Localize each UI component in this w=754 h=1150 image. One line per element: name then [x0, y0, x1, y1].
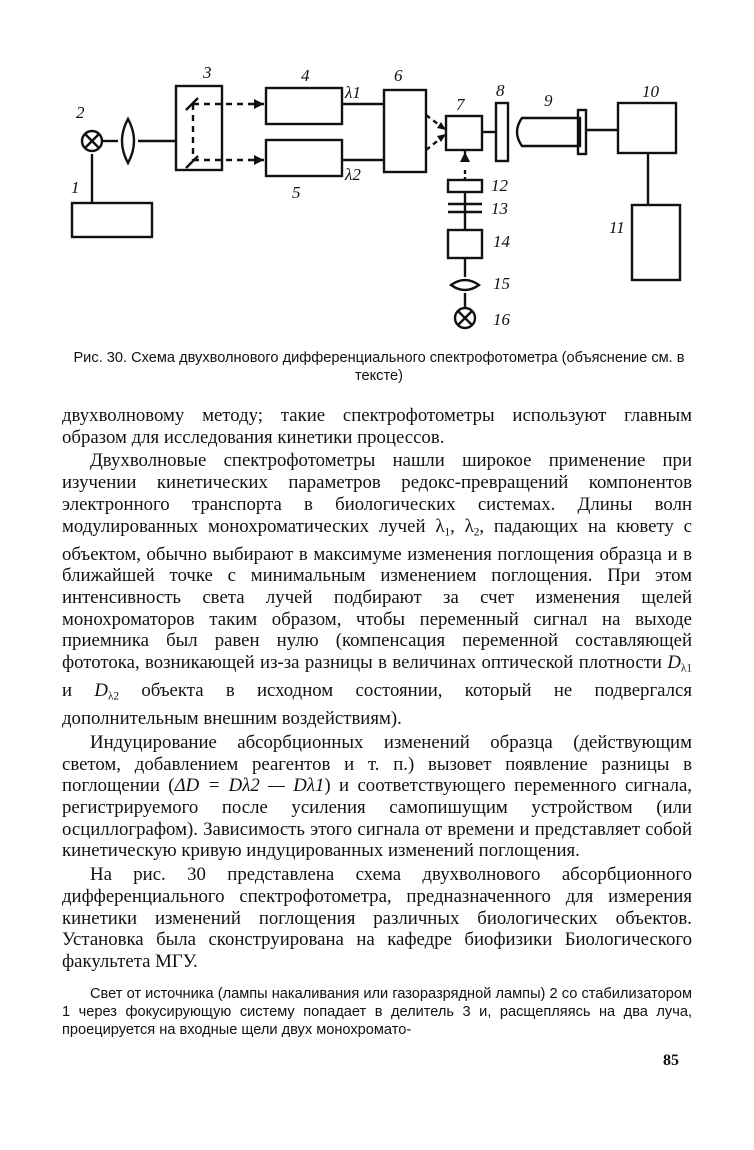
label-13: 13 [491, 199, 508, 218]
block-10-amplifier [618, 103, 676, 153]
label-3: 3 [203, 63, 212, 82]
block-1-stabilizer [72, 203, 152, 237]
lens-15 [451, 280, 479, 290]
label-12: 12 [491, 176, 508, 195]
spectrophotometer-diagram [0, 0, 754, 350]
paragraph-1: двухволновому методу; такие спектрофотометры используют главным образом для исследования кинетики процессов. [62, 405, 692, 448]
footnote-text: Свет от источника (лампы накаливания или газоразрядной лампы) 2 со стабилизатором 1 через фокусирующую систему попадает в делитель 3 и, расщепляясь на два луча, проецируется на входные щели двух монохромато- [62, 986, 692, 1038]
block-11-recorder [632, 205, 680, 280]
label-lambda1: λ1 [345, 83, 361, 102]
label-6: 6 [394, 66, 403, 85]
label-15: 15 [493, 274, 510, 293]
block-8-filter [496, 103, 508, 161]
block-9-photomultiplier [517, 118, 580, 146]
label-10: 10 [642, 82, 659, 101]
block-6-modulator [384, 90, 426, 172]
block-7-cuvette [446, 116, 482, 150]
block-5-monochromator [266, 140, 342, 176]
paragraph-2: Двухволновые спектрофотометры нашли широкое применение при изучении кинетических параметров редокс-превращений компонентов электронного транспорта в биологических системах. Длины волн модулированных монохроматических лучей $\lambda_1$, $\lambda_2$, падающих на кювету с объектом, обычно выбирают в максимуме изменения поглощения образца и в ближайшей точке с минимальным изменением поглощения. При этом интенсивность света лучей подбирают за счет изменения щелей монохроматоров таким образом, чтобы переменный сигнал на выходе приемника был равен нулю (компенсация переменной составляющей фототока, возникающей из-за разницы в величинах оптической плотности $D_{\lambda 1}$ и $D_{\lambda 2}$ объекта в исходном состоянии, который не подвергался дополнительным внешним воздействиям). [62, 450, 693, 730]
formula-delta-d: ΔD = Dλ2 — Dλ1 [174, 775, 325, 797]
label-1: 1 [71, 178, 80, 197]
label-8: 8 [496, 81, 505, 100]
paragraph-3: Индуцирование абсорбционных изменений образца (действующим светом, добавлением реагентов и т. п.) вызовет появление разницы в поглощении (ΔD = Dλ2 — Dλ1) и соответствующего переменного сигнала, регистрируемого после усиления самопишущим устройством (или осциллографом). Зависимость этого сигнала от времени и представляет собой кинетическую кривую индуцированных изменений поглощения. [62, 731, 692, 862]
label-4: 4 [301, 66, 310, 85]
body-text [62, 405, 692, 975]
block-12-filter [448, 180, 482, 192]
block-4-monochromator [266, 88, 342, 124]
label-7: 7 [456, 95, 465, 114]
label-2: 2 [76, 103, 85, 122]
figure-caption: Рис. 30. Схема двухволнового дифференциального спектрофотометра (объяснение см. в тексте) [73, 350, 685, 384]
page-number: 85 [663, 1052, 679, 1069]
label-9: 9 [544, 91, 553, 110]
block-3-splitter [176, 86, 222, 170]
lens [122, 119, 134, 163]
label-11: 11 [609, 218, 625, 237]
paragraph-4: На рис. 30 представлена схема двухволнового абсорбционного дифференциального спектрофотометра, предназначенного для измерения кинетики изменений поглощения различных биологических объектов. Установка была сконструирована на кафедре биофизики Биологического факультета МГУ. [62, 864, 692, 972]
label-lambda2: λ2 [345, 165, 361, 184]
label-16: 16 [493, 310, 510, 329]
block-14-monochromator [448, 230, 482, 258]
label-5: 5 [292, 183, 301, 202]
label-14: 14 [493, 232, 510, 251]
